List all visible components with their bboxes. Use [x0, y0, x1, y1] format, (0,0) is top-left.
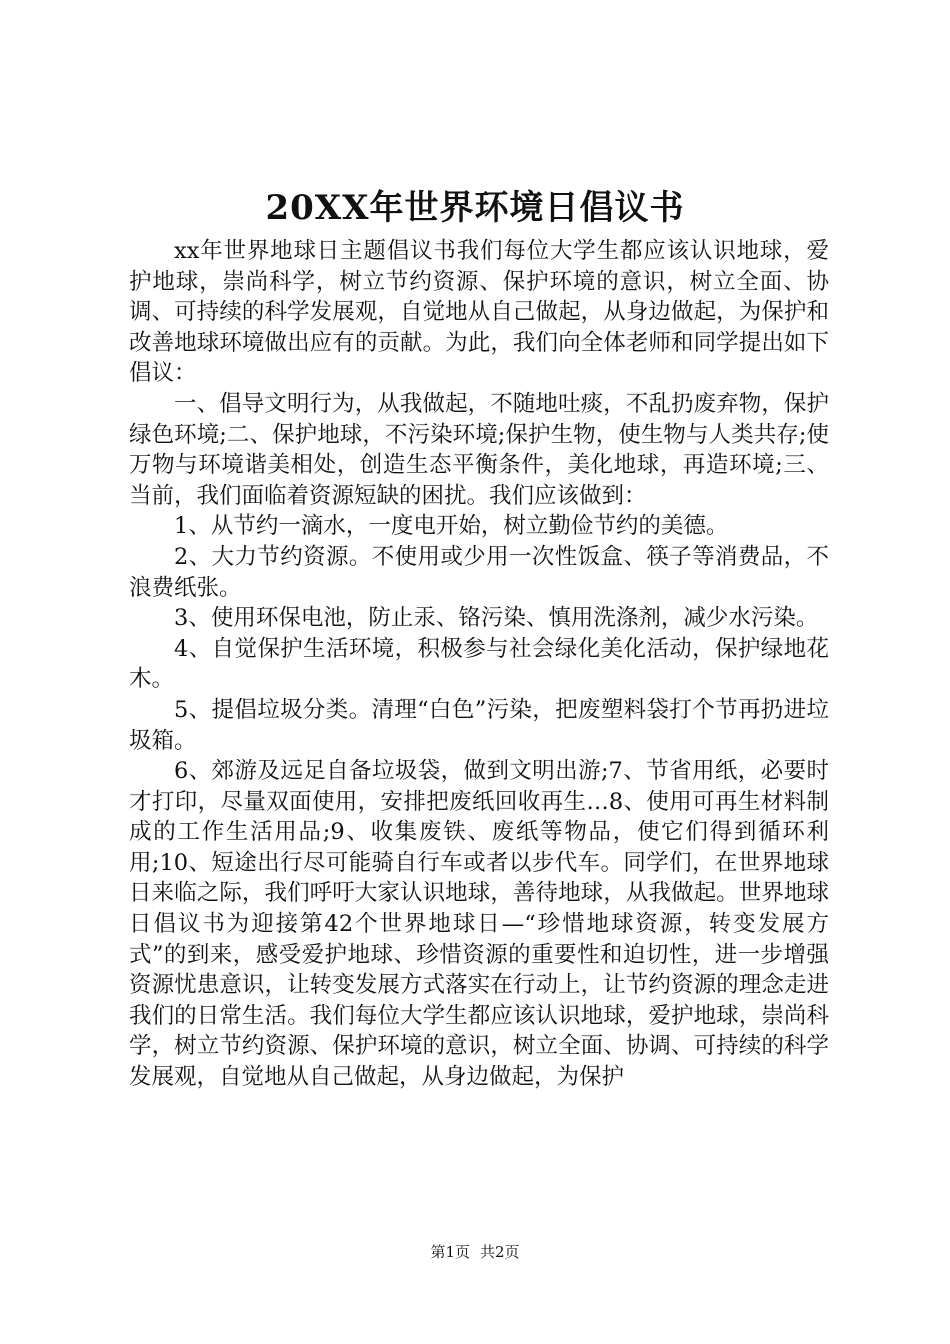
document-body	[129, 236, 829, 1093]
paragraph-item-4: 4、自觉保护生活环境，积极参与社会绿化美化活动，保护绿地花木。	[129, 635, 829, 693]
paragraph-item-1: 1、从节约一滴水，一度电开始，树立勤俭节约的美德。	[174, 513, 729, 540]
paragraph-intro: xx年世界地球日主题倡议书我们每位大学生都应该认识地球，爱护地球，崇尚科学，树立节约资源、保护环境的意识，树立全面、协调、可持续的科学发展观，自觉地从自己做起，从身边做起，为保护和改善地球环境做出应有的贡献。为此，我们向全体老师和同学提出如下倡议：	[129, 238, 829, 387]
paragraph-item-6-continued: 6、郊游及远足自备垃圾袋，做到文明出游;7、节省用纸，必要时才打印，尽量双面使用，安排把废纸回收再生…8、使用可再生材料制成的工作生活用品;9、收集废铁、废纸等物品，使它们得到循环利用;10、短途出行尽可能骑自行车或者以步代车。同学们，在世界地球日来临之际，我们呼吁大家认识地球，善待地球，从我做起。世界地球日倡议书为迎接第42个世界地球日—“珍惜地球资源，转变发展方式”的到来，感受爱护地球、珍惜资源的重要性和迫切性，进一步增强资源忧患意识，让转变发展方式落实在行动上，让节约资源的理念走进我们的日常生活。我们每位大学生都应该认识地球，爱护地球，崇尚科学，树立节约资源、保护环境的意识，树立全面、协调、可持续的科学发展观，自觉地从自己做起，从身边做起，为保护	[129, 758, 829, 1091]
page-footer	[0, 1242, 950, 1262]
paragraph-item-2: 2、大力节约资源。不使用或少用一次性饭盒、筷子等消费品，不浪费纸张。	[129, 543, 829, 601]
paragraph-item-3: 3、使用环保电池，防止汞、铬污染、慎用洗涤剂，减少水污染。	[174, 605, 819, 632]
paragraph-proposal-1-3: 一、倡导文明行为，从我做起，不随地吐痰，不乱扔废弃物，保护绿色环境;二、保护地球，不污染环境;保护生物，使生物与人类共存;使万物与环境谐美相处，创造生态平衡条件，美化地球，再造环境;三、当前，我们面临着资源短缺的困扰。我们应该做到：	[129, 390, 829, 509]
page-number: 第1页	[430, 1243, 470, 1261]
page-total: 共2页	[480, 1243, 520, 1261]
paragraph-item-5: 5、提倡垃圾分类。清理“白色”污染，把废塑料袋打个节再扔进垃圾箱。	[129, 696, 829, 754]
document-title: 20XX年世界环境日倡议书	[265, 188, 685, 228]
